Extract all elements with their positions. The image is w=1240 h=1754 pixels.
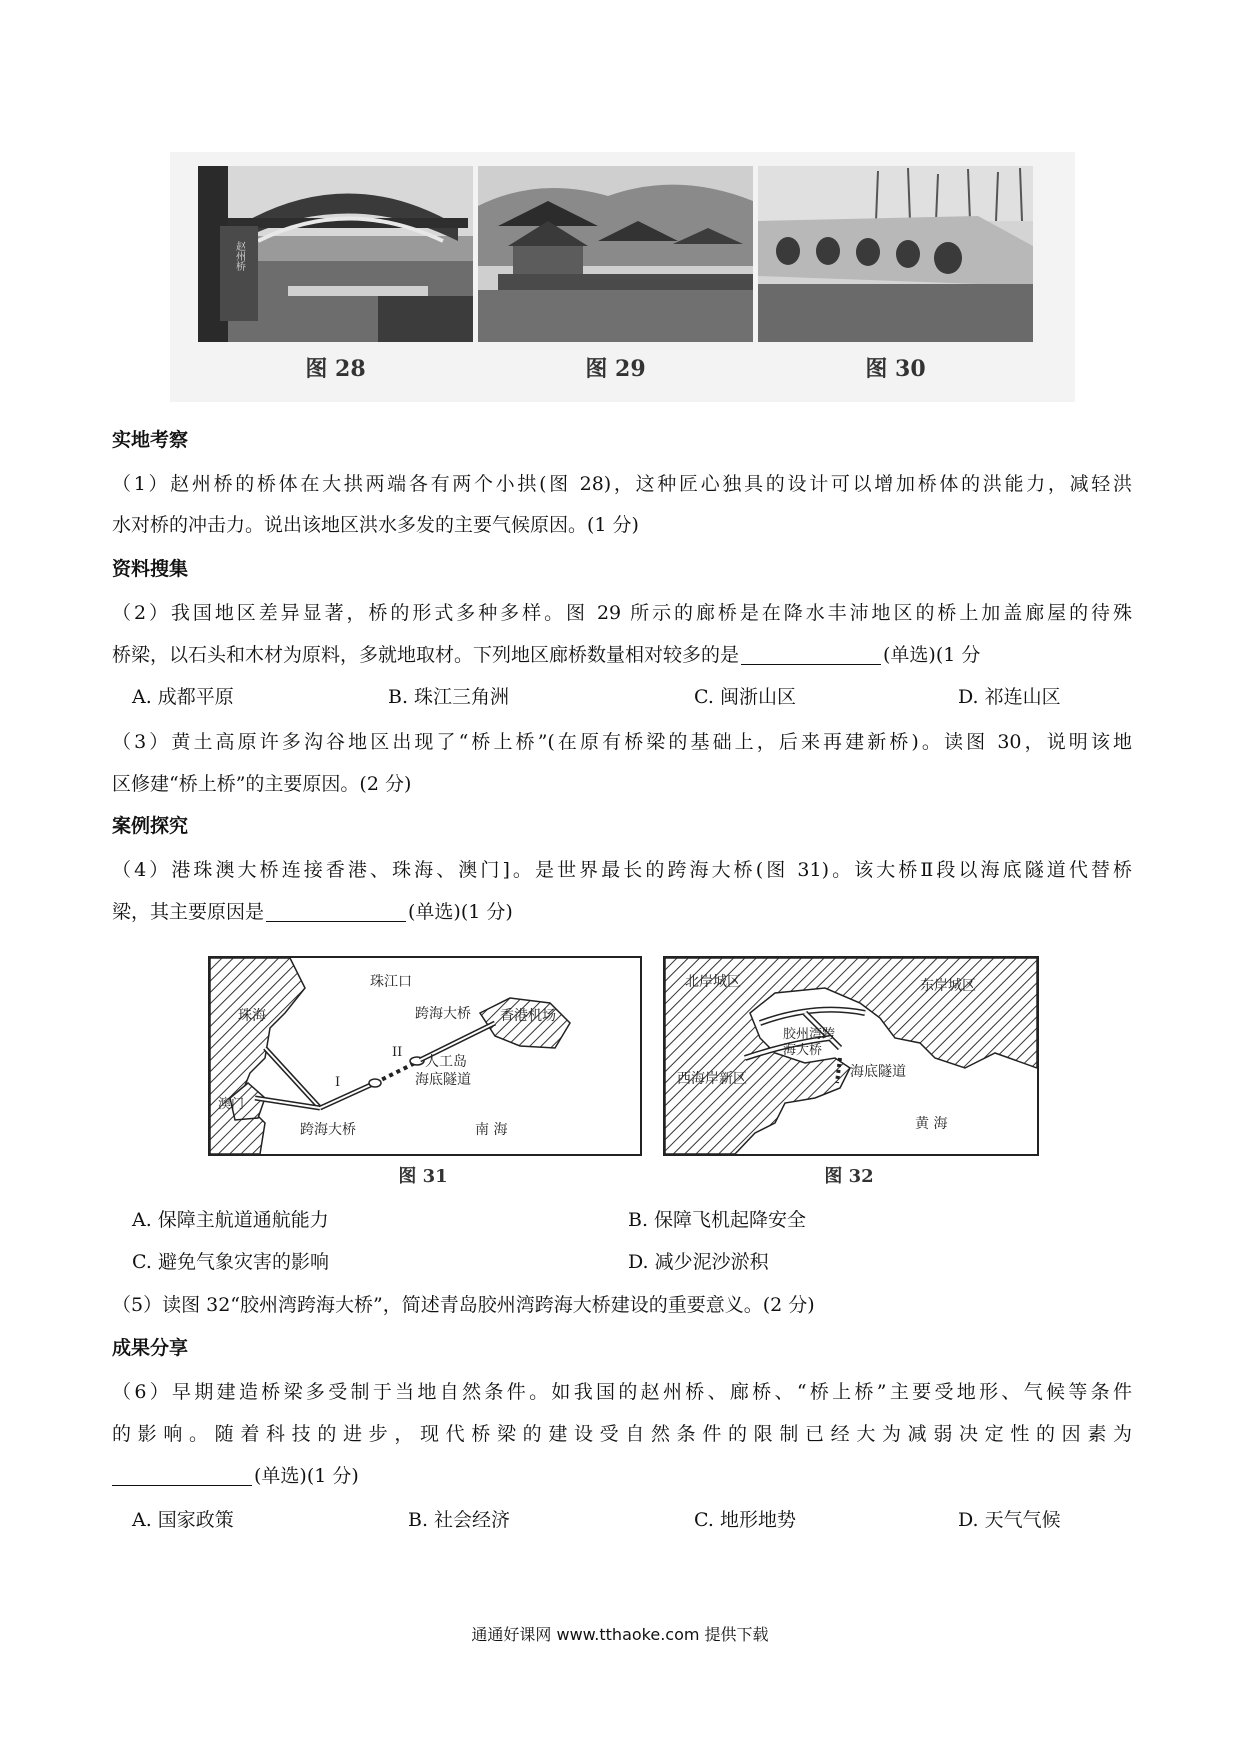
question-3-line-2: 区修建“桥上桥”的主要原因。(2 分)	[112, 773, 412, 795]
question-2-option-a: A. 成都平原	[132, 686, 234, 708]
footer-download-note: 通通好课网 www.tthaoke.com 提供下载	[471, 1625, 769, 1644]
bridge-on-bridge-photo	[758, 166, 1033, 342]
zhaozhou-bridge-photo	[198, 166, 473, 342]
section-2-label: II	[392, 1045, 403, 1060]
kuahai-bridge-top-label: 跨海大桥	[415, 1006, 471, 1022]
section-1-label: I	[335, 1075, 341, 1090]
answer-blank[interactable]	[741, 644, 881, 665]
section-heading-data-collection: 资料搜集	[112, 558, 189, 580]
covered-bridge-photo	[478, 166, 753, 342]
question-4-line-1: （4）港珠澳大桥连接香港、珠海、澳门]。是世界最长的跨海大桥(图 31)。该大桥Ⅱ段以海底隧道代替桥	[112, 859, 1132, 881]
stone-tablet-text: 赵州桥	[233, 241, 245, 271]
macau-label: 澳门	[218, 1097, 245, 1112]
question-2-line-2-text: 桥梁，以石头和木材为原料，多就地取材。下列地区廊桥数量相对较多的是	[112, 644, 740, 666]
question-4-option-a: A. 保障主航道通航能力	[132, 1209, 329, 1231]
bridge-photo-strip	[170, 152, 1075, 402]
huanghai-label: 黄 海	[915, 1116, 948, 1132]
north-district-label: 北岸城区	[685, 974, 741, 990]
west-district-label: 西海岸新区	[677, 1071, 747, 1087]
section-heading-case-study: 案例探究	[112, 815, 189, 837]
question-6-line-3	[112, 1461, 1132, 1491]
answer-blank[interactable]	[112, 1465, 252, 1486]
answer-blank[interactable]	[266, 901, 406, 922]
figure-31-caption: 图 31	[398, 1166, 448, 1187]
question-6-option-b: B. 社会经济	[408, 1509, 511, 1531]
question-4-option-d: D. 减少泥沙淤积	[628, 1251, 769, 1273]
question-4-line-2-suffix: (单选)(1 分)	[408, 901, 513, 923]
undersea-tunnel-label: 海底隧道	[850, 1064, 906, 1080]
question-3-line-1: （3）黄土高原许多沟谷地区出现了“桥上桥”(在原有桥梁的基础上，后来再建新桥)。读图 30，说明该地	[112, 731, 1132, 753]
nanhai-label: 南 海	[475, 1122, 508, 1138]
question-6-option-a: A. 国家政策	[132, 1509, 234, 1531]
question-2-option-c: C. 闽浙山区	[694, 686, 796, 708]
artificial-island-label: 人工岛	[425, 1054, 467, 1070]
figure-30-caption: 图 30	[865, 356, 926, 382]
question-2-line-2-suffix: (单选)(1 分	[883, 644, 981, 666]
bridge-label-line-1: 胶州湾跨	[783, 1027, 836, 1042]
question-6-option-d: D. 天气气候	[958, 1509, 1061, 1531]
hk-airport-label: 香港机场	[500, 1008, 556, 1024]
kuahai-bridge-bottom-label: 跨海大桥	[300, 1122, 356, 1138]
question-6-line-3-suffix: (单选)(1 分)	[254, 1465, 359, 1487]
question-2-line-2	[112, 640, 1132, 670]
jiaozhou-bay-bridge-map	[663, 956, 1039, 1156]
question-6-line-2: 的影响。随着科技的进步，现代桥梁的建设受自然条件的限制已经大为减弱决定性的因素为	[112, 1423, 1132, 1445]
figure-28-caption: 图 28	[305, 356, 366, 382]
section-heading-field-study: 实地考察	[112, 429, 189, 451]
question-4-line-2-text: 梁，其主要原因是	[112, 901, 265, 923]
question-6-line-1: （6）早期建造桥梁多受制于当地自然条件。如我国的赵州桥、廊桥、“桥上桥”主要受地形、气候等条件	[112, 1381, 1132, 1403]
question-2-option-d: D. 祁连山区	[958, 686, 1061, 708]
question-1-line-2: 水对桥的冲击力。说出该地区洪水多发的主要气候原因。(1 分)	[112, 514, 639, 536]
question-5-line-1: （5）读图 32“胶州湾跨海大桥”，简述青岛胶州湾跨海大桥建设的重要意义。(2 分)	[112, 1294, 815, 1316]
east-district-label: 东岸城区	[920, 978, 976, 994]
question-6-option-c: C. 地形地势	[694, 1509, 796, 1531]
bridge-label-line-2: 海大桥	[783, 1043, 823, 1058]
zhuhai-label: 珠海	[238, 1008, 266, 1024]
zhujiangkou-label: 珠江口	[370, 974, 412, 990]
question-2-line-1: （2）我国地区差异显著，桥的形式多种多样。图 29 所示的廊桥是在降水丰沛地区的桥上加盖廊屋的待殊	[112, 602, 1132, 624]
question-1-line-1: （1）赵州桥的桥体在大拱两端各有两个小拱(图 28)，这种匠心独具的设计可以增加桥体的洪能力，减轻洪	[112, 473, 1132, 495]
undersea-tunnel-label: 海底隧道	[415, 1072, 471, 1088]
hk-zhuhai-macau-bridge-map	[208, 956, 642, 1156]
figure-29-caption: 图 29	[585, 356, 646, 382]
question-4-option-b: B. 保障飞机起降安全	[628, 1209, 807, 1231]
question-2-option-b: B. 珠江三角洲	[388, 686, 510, 708]
question-4-option-c: C. 避免气象灾害的影响	[132, 1251, 329, 1273]
section-heading-results-sharing: 成果分享	[112, 1337, 189, 1359]
figure-32-caption: 图 32	[824, 1166, 874, 1187]
question-4-line-2	[112, 897, 1132, 927]
